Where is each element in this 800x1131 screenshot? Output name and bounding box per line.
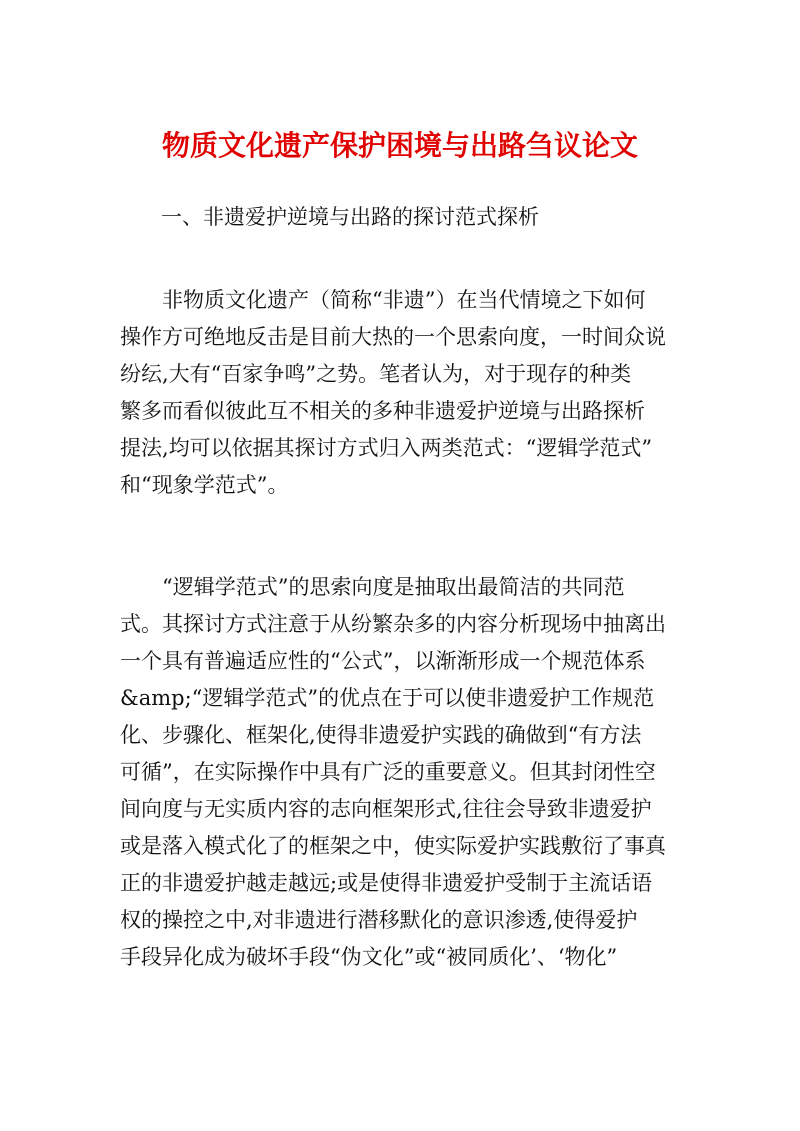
paragraph-1 [120, 282, 690, 504]
paragraph-line: 非物质文化遗产（简称“非遗”）在当代情境之下如何 [120, 288, 646, 312]
section-heading: 一、非遗爱护逆境与出路的探讨范式探析 [161, 205, 539, 229]
paragraph-line: 间向度与无实质内容的志向框架形式,往往会导致非遗爱护 [120, 797, 652, 821]
paragraph-line: 权的操控之中,对非遗进行潜移默化的意识渗透,使得爱护 [120, 908, 638, 932]
paragraph-line: 可循”，在实际操作中具有广泛的重要意义。但其封闭性空 [120, 760, 656, 784]
paragraph-line: 一个具有普遍适应性的“公式”，以渐渐形成一个规范体系 [120, 649, 646, 673]
paragraph-line: 式。其探讨方式注意于从纷繁杂多的内容分析现场中抽离出 [120, 612, 666, 636]
paragraph-line: &amp;“逻辑学范式”的优点在于可以使非遗爱护工作规范 [120, 686, 655, 710]
paragraph-line: 和“现象学范式”。 [120, 473, 289, 497]
paragraph-line: 化、步骤化、框架化,使得非遗爱护实践的确做到“有方法 [120, 723, 642, 747]
paragraph-line: “逻辑学范式”的思索向度是抽取出最简洁的共同范 [120, 575, 625, 599]
paragraph-line: 手段异化成为破坏手段“伪文化”或“被同质化’、‘物化” [120, 945, 618, 969]
paragraph-2 [120, 569, 690, 976]
paragraph-line: 提法,均可以依据其探讨方式归入两类范式：“逻辑学范式” [120, 436, 653, 460]
document-title: 物质文化遗产保护困境与出路刍议论文 [161, 129, 638, 162]
paragraph-line: 或是落入模式化了的框架之中，使实际爱护实践敷衍了事真 [120, 834, 666, 858]
paragraph-line: 正的非遗爱护越走越远;或是使得非遗爱护受制于主流话语 [120, 871, 653, 895]
paragraph-line: 纷纭,大有“百家争鸣”之势。笔者认为，对于现存的种类 [120, 362, 632, 386]
paragraph-line: 繁多而看似彼此互不相关的多种非遗爱护逆境与出路探析 [120, 399, 645, 423]
paragraph-line: 操作方可绝地反击是目前大热的一个思索向度，一时间众说 [120, 325, 666, 349]
